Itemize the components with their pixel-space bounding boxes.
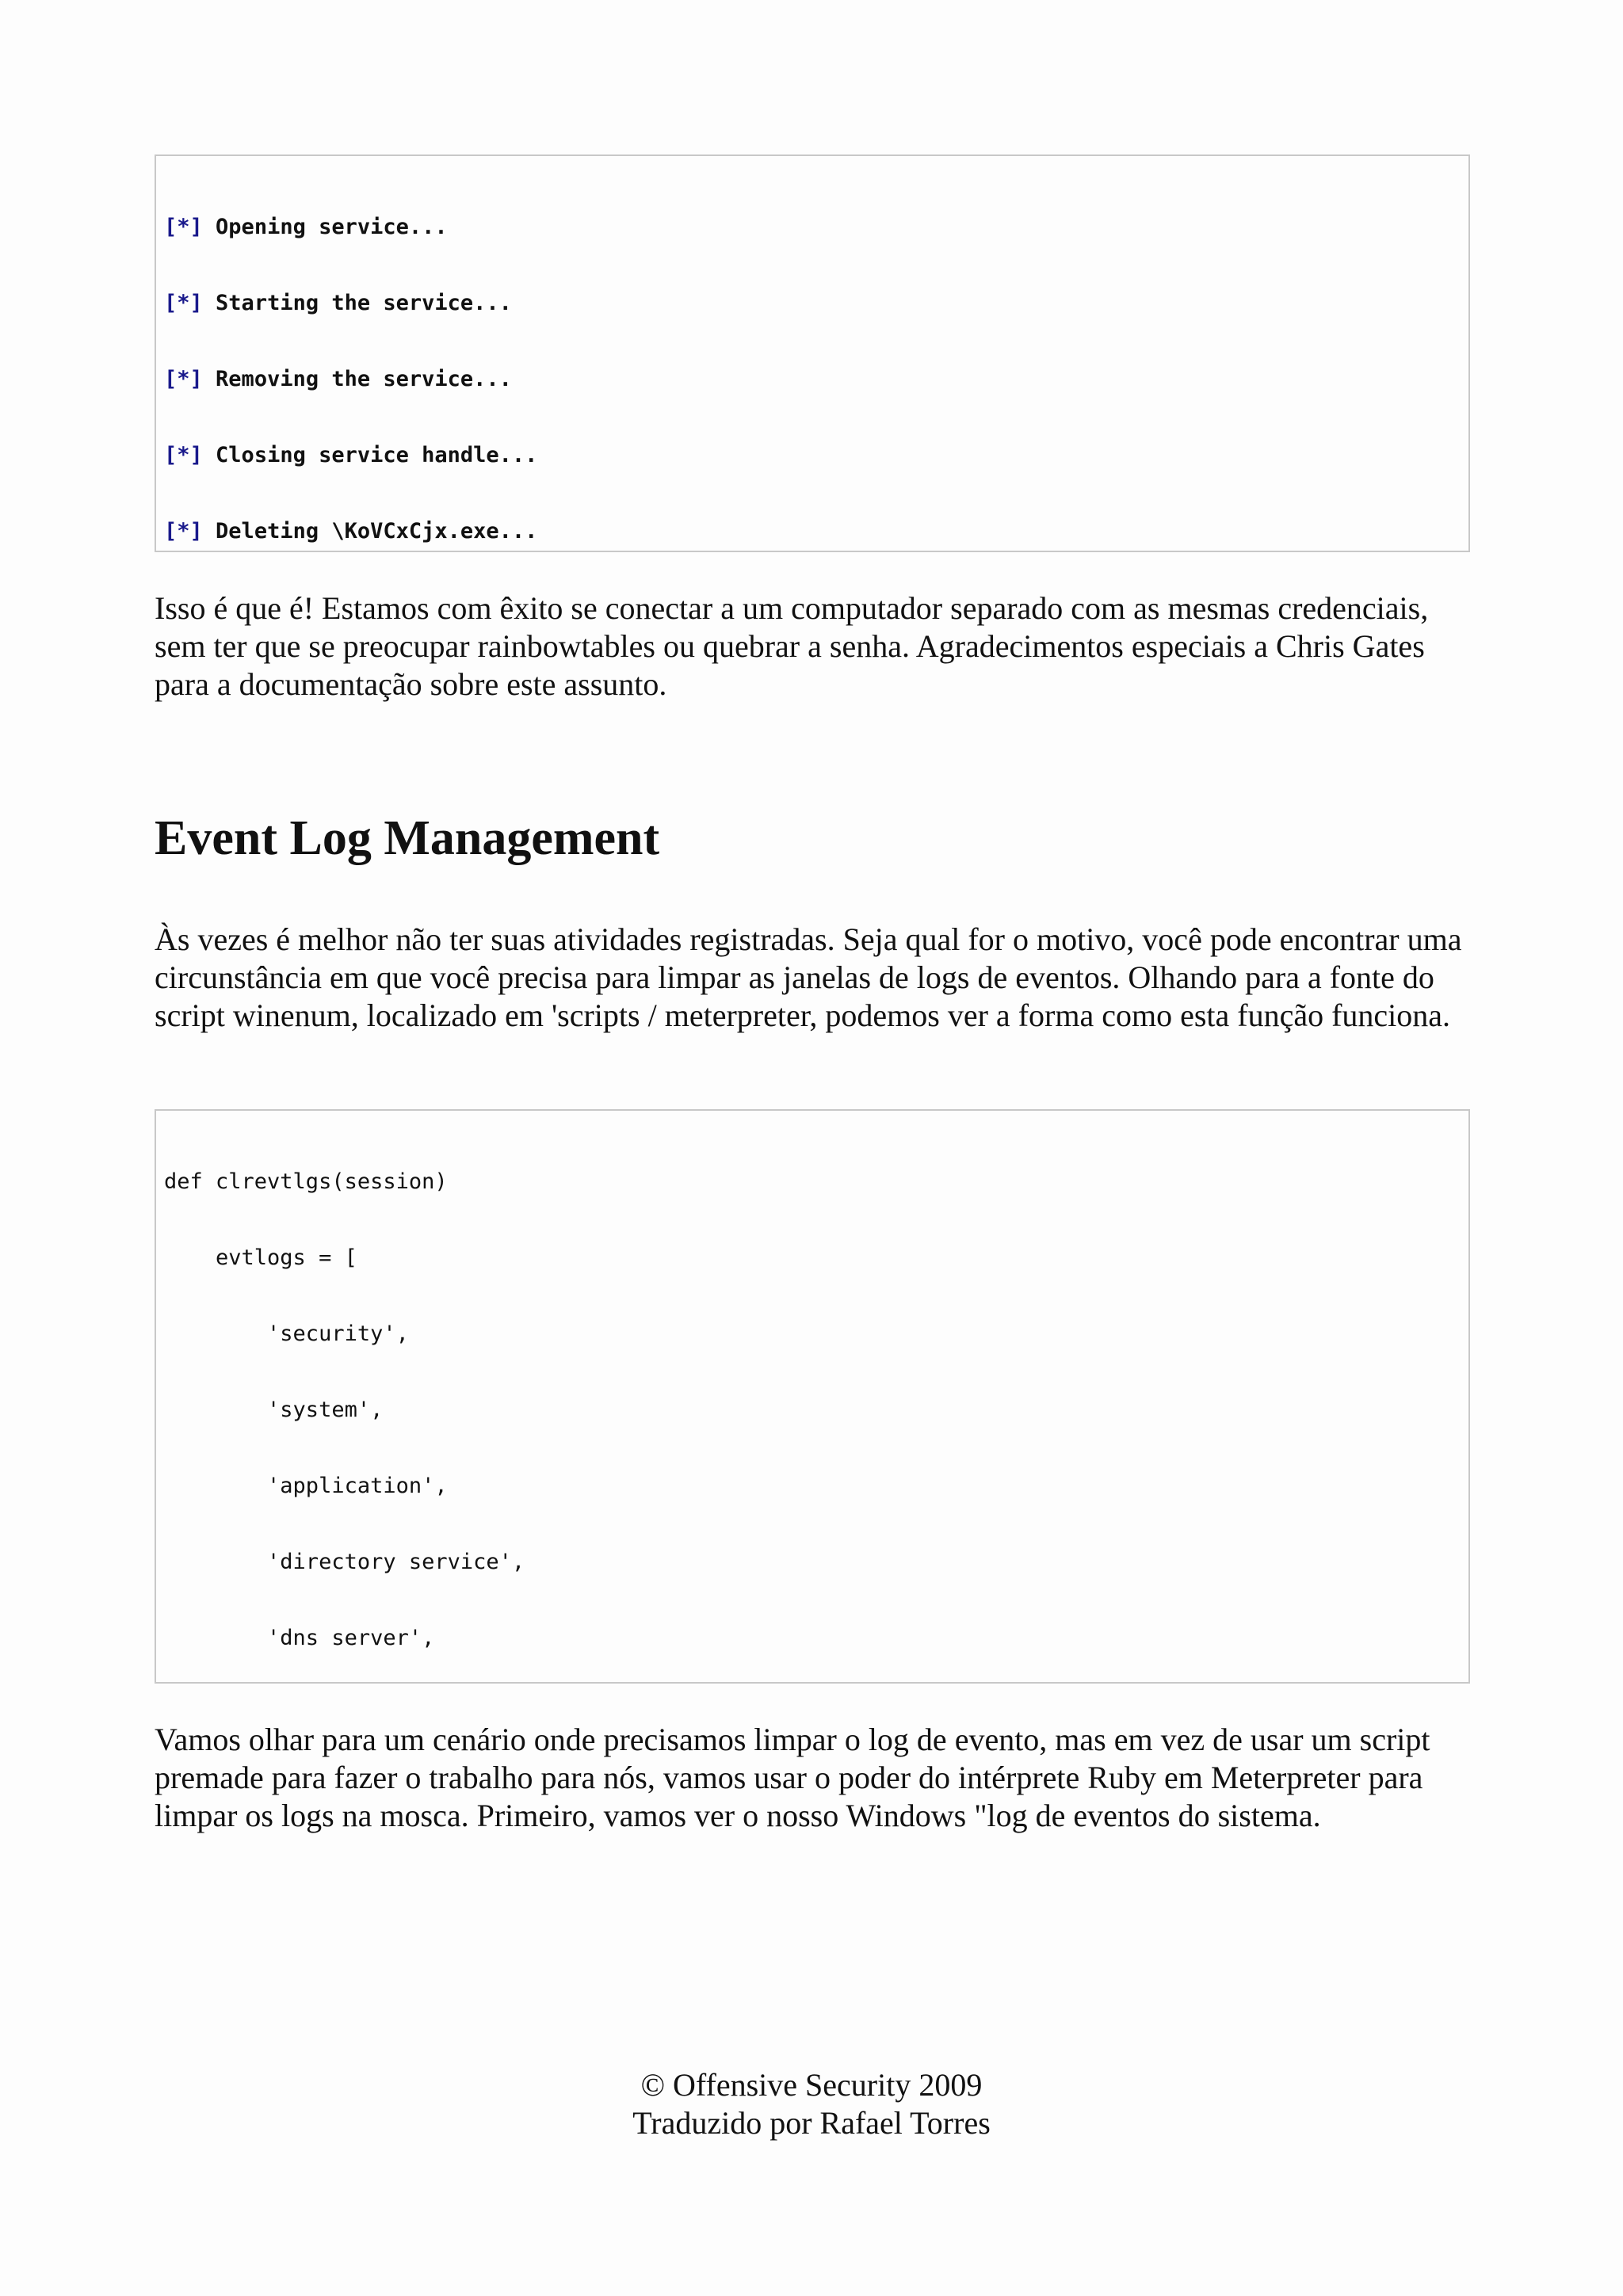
page-footer bbox=[0, 2066, 1623, 2142]
paragraph-scenario: Vamos olhar para um cenário onde precisamos limpar o log de evento, mas em vez de usar um script premade para fazer o trabalho para nós, vamos usar o poder do intérprete Ruby em Meterpreter para limpar os logs na mosca. Primeiro, vamos ver o nosso Windows "log de eventos do sistema. bbox=[155, 1722, 1430, 1833]
terminal-output-block bbox=[155, 154, 1470, 552]
paragraph-intro: Às vezes é melhor não ter suas atividades registradas. Seja qual for o motivo, você pode encontrar uma circunstância em que você precisa para limpar as janelas de logs de eventos. Olhando para a fonte do script winenum, localizado em 'scripts / meterpreter, podemos ver a forma como esta função funciona. bbox=[155, 921, 1462, 1033]
code-line: 'directory service', bbox=[164, 1550, 525, 1574]
section-heading: Event Log Management bbox=[155, 811, 660, 865]
terminal-line: [*] Deleting \KoVCxCjx.exe... bbox=[164, 519, 538, 543]
terminal-line: [*] Starting the service... bbox=[164, 291, 512, 315]
code-line: evtlogs = [ bbox=[164, 1245, 357, 1270]
footer-copyright: © Offensive Security 2009 bbox=[640, 2067, 983, 2103]
footer-translator: Traduzido por Rafael Torres bbox=[632, 2105, 991, 2141]
code-block bbox=[155, 1109, 1470, 1684]
code-line: 'application', bbox=[164, 1474, 448, 1498]
code-line: 'system', bbox=[164, 1398, 384, 1422]
code-line: 'security', bbox=[164, 1322, 409, 1346]
terminal-line: [*] Opening service... bbox=[164, 215, 448, 239]
terminal-line: [*] Closing service handle... bbox=[164, 443, 538, 467]
terminal-line: [*] Removing the service... bbox=[164, 367, 512, 391]
paragraph-success: Isso é que é! Estamos com êxito se conectar a um computador separado com as mesmas credenciais, sem ter que se preocupar rainbowtables ou quebrar a senha. Agradecimentos especiais a Chris Gates para a documentação sobre este assunto. bbox=[155, 590, 1429, 702]
code-line: def clrevtlgs(session) bbox=[164, 1169, 448, 1194]
code-line: 'dns server', bbox=[164, 1626, 435, 1650]
